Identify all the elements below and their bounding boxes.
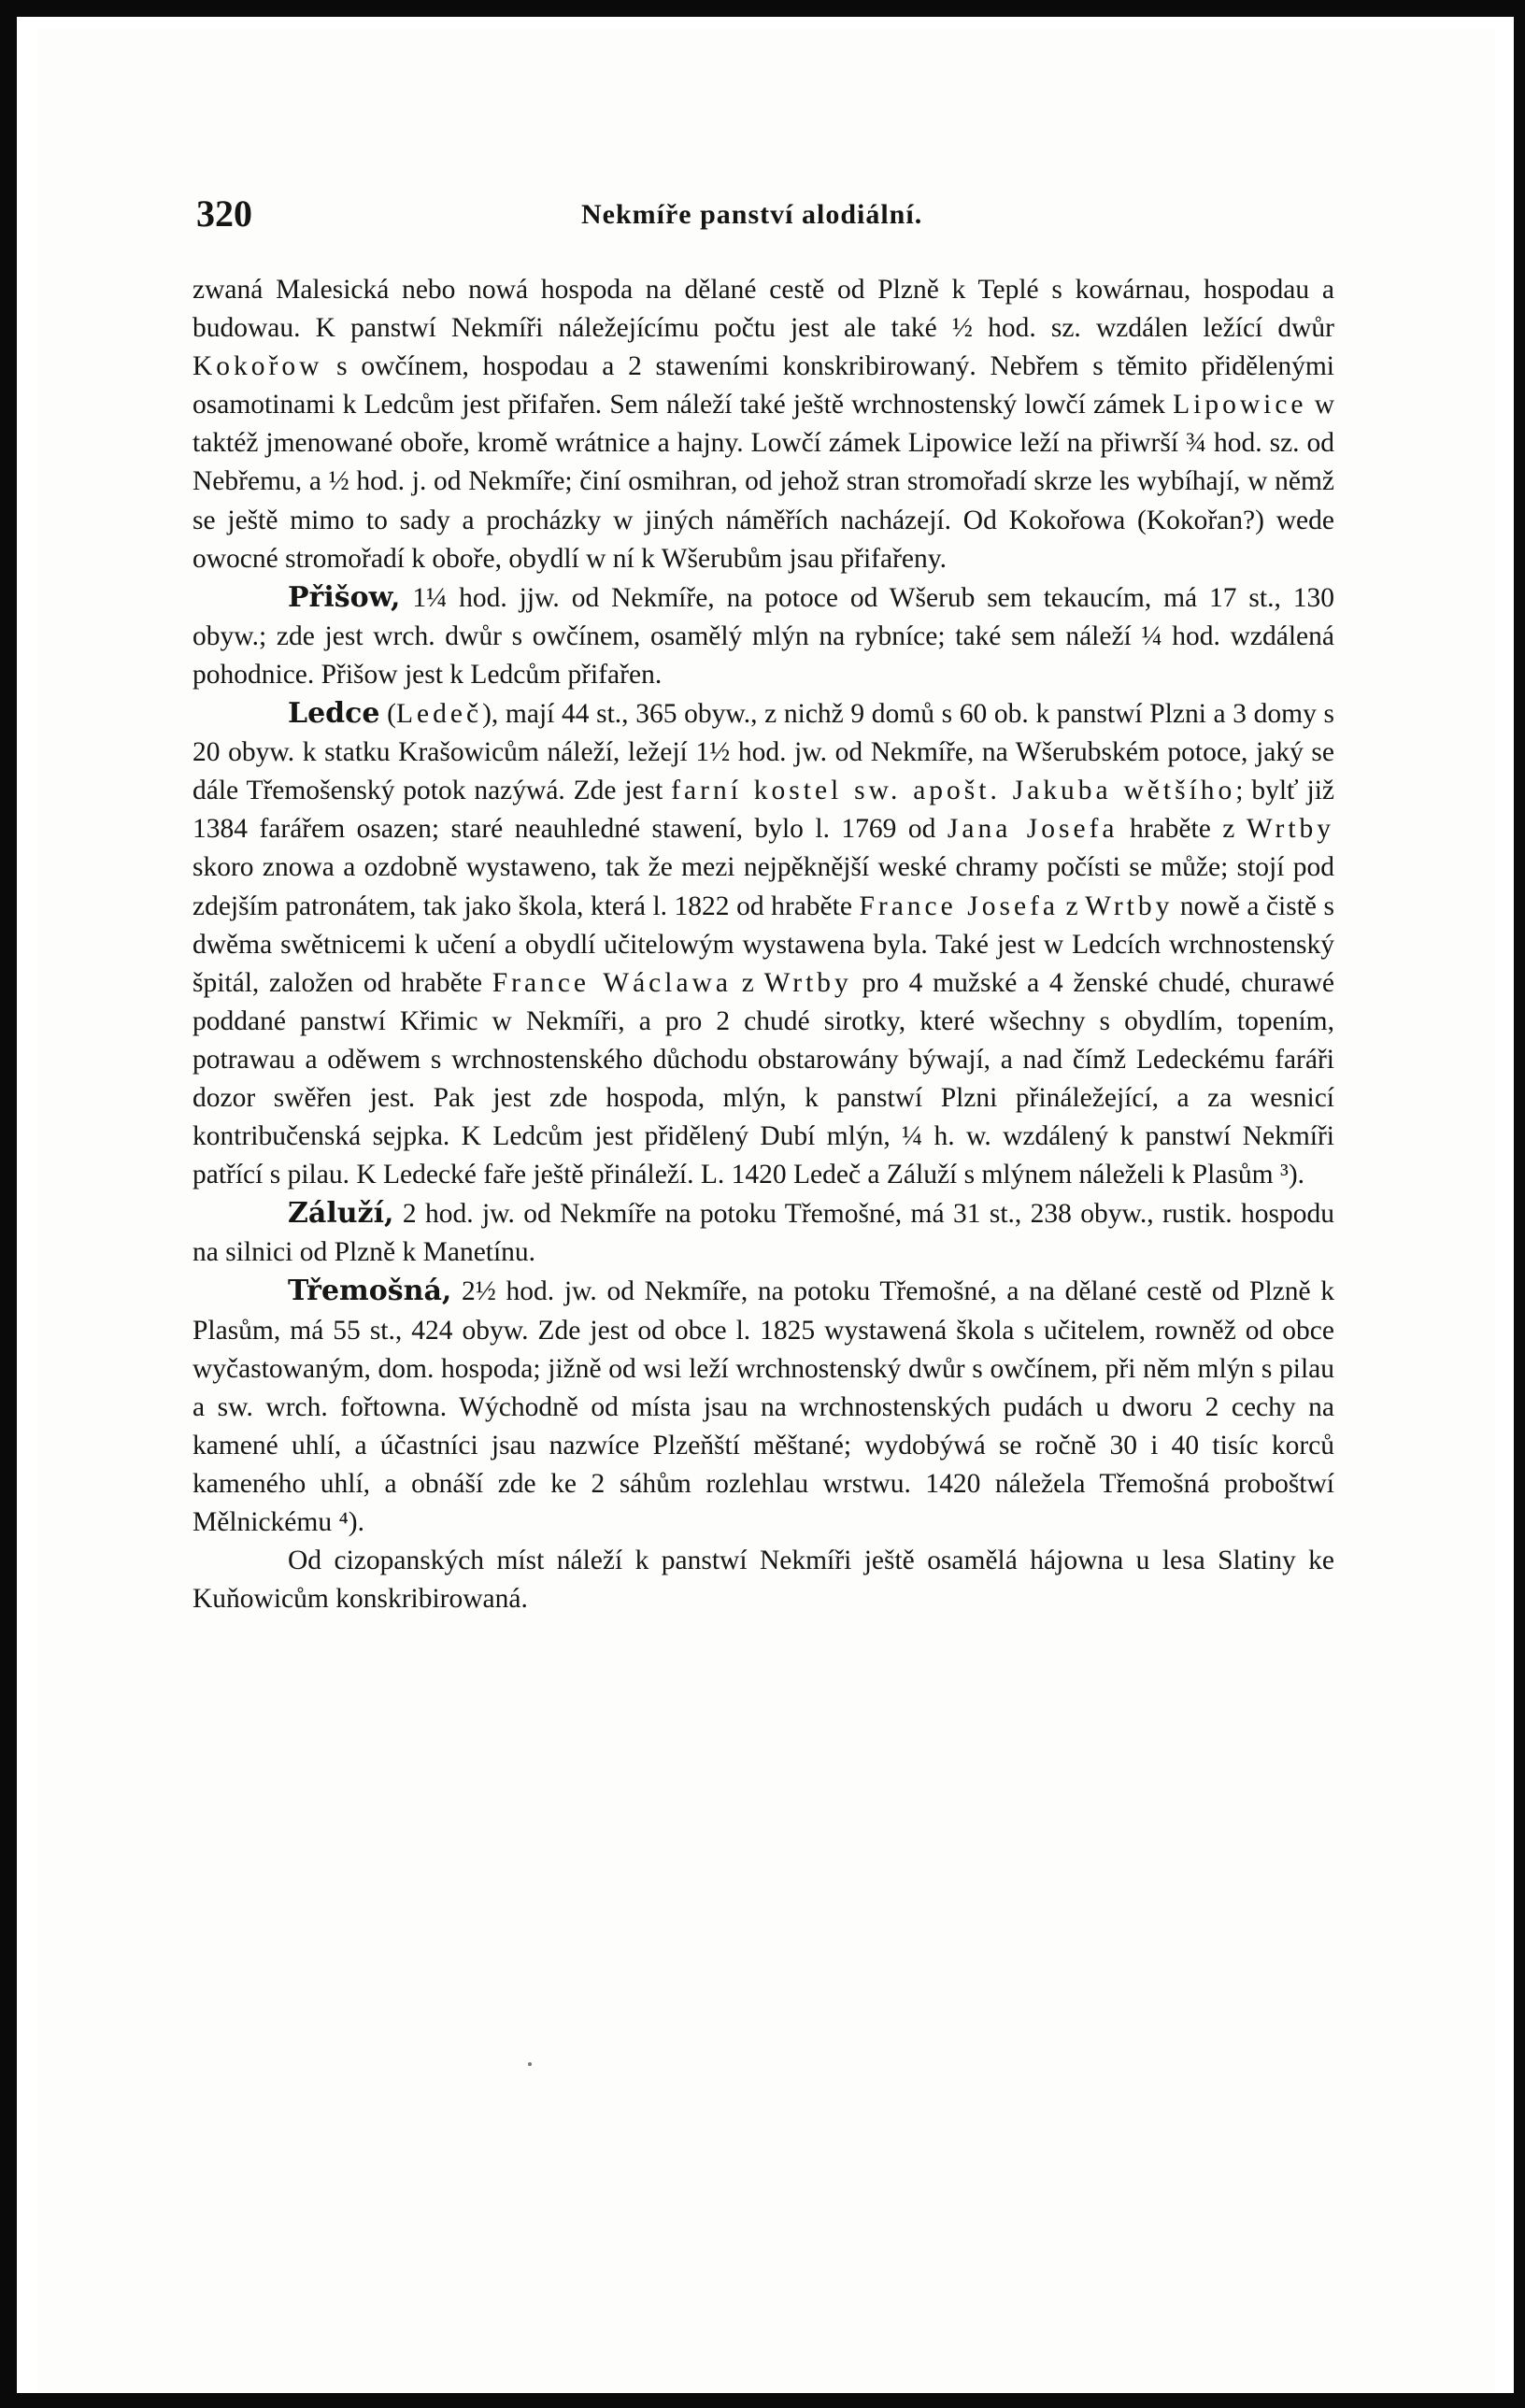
text-run: nowě a čistě s dwěma swětnicemi k učení a obydlí učitelowým wystawena byla. Také jest w Ledcích wrchnostenský špitál, založen od hraběte xyxy=(192,891,1335,998)
paragraph-ledce xyxy=(192,694,1334,1194)
text-run: z xyxy=(1059,891,1086,921)
text-run: skoro znowa a ozdobně wystaweno, tak že mezi nejpěknější weské chramy počísti se může; stojí pod zdejším patronátem, tak jako škola, která l. 1822 od hraběte xyxy=(192,852,1334,921)
text-run: s owčínem, hospodau a 2 staweními konskribirowaný. Nebřem s těmito přidělenými osamotinami k Ledcům jest přifařen. Sem náleží také ještě wrchnostenský lowčí zámek xyxy=(192,351,1334,420)
spaced-name: Wrtby xyxy=(763,967,852,998)
spaced-name: France Wáclawa xyxy=(492,967,732,998)
paragraph-closing xyxy=(192,1542,1334,1618)
text-run: hraběte z xyxy=(1118,814,1247,845)
text-run: ), mají 44 st., 365 obyw., z nichž 9 domů s 60 ob. k panstwí Plzni a 3 domy s 20 obyw. k statku Krašowicům náleží, ležejí 1½ hod. jw. od Nekmíře, na Wšerubském potoce, jaký se dále Třemošenský potok nazýwá. Zde jest xyxy=(192,699,1335,806)
paragraph-tremosna xyxy=(192,1272,1334,1542)
body-text xyxy=(192,271,1334,1618)
text-run: 1¼ hod. jjw. od Nekmíře, na potoce od Wšerub sem tekaucím, má 17 st., 130 obyw.; zde jest wrch. dwůr s owčínem, osamělý mlýn na rybníce; také sem náleží ¼ hod. wzdálená pohodnice. Přišow jest k Ledcům přifařen. xyxy=(192,582,1334,690)
page-number: 320 xyxy=(196,192,252,235)
text-run: 2 hod. jw. od Nekmíře na potoku Třemošné, má 31 st., 238 obyw., rustik. hospodu na silnici od Plzně k Manetínu. xyxy=(192,1199,1334,1268)
spaced-name: Wrtby xyxy=(1085,891,1174,921)
speck-mark xyxy=(528,2062,532,2066)
text-run: z xyxy=(731,967,764,998)
spaced-name: France Josefa xyxy=(859,891,1059,921)
text-run: Od cizopanských míst náleží k panstwí Nekmíři ještě osamělá hájowna u lesa Slatiny ke Kuňowicům konskribirowaná. xyxy=(192,1546,1334,1615)
headword-tremosna: Třemošná, xyxy=(288,1275,452,1308)
headword-prisow: Přišow, xyxy=(288,580,401,614)
paragraph-intro xyxy=(192,271,1334,578)
spaced-name: Lipowice xyxy=(1173,390,1307,420)
spaced-name: Ledeč xyxy=(396,699,483,730)
spaced-name: Kokořow xyxy=(192,351,323,382)
spaced-name: Jana Josefa xyxy=(947,814,1119,845)
spaced-name: Wrtby xyxy=(1246,814,1335,845)
text-run: w taktéž jmenowané oboře, kromě wrátnice a hajny. Lowčí zámek Lipowice leží na přiwrší ¾ hod. sz. od Nebřemu, a ½ hod. j. od Nekmíře; činí osmihran, od jehož stran stromořadí skrze les wybíhají, w němž se ještě mimo to sady a procházky w jiných náměřích nacházejí. Od Kokořowa (Kokořan?) wede owocné stromořadí k oboře, obydlí w ní k Wšerubům jsau přifařeny. xyxy=(192,390,1334,574)
text-run: zwaná Malesická nebo nowá hospoda na dělané cestě od Plzně k Teplé s kowárnau, hospodau a budowau. K panstwí Nekmíři náležejícímu počtu jest ale také ½ hod. sz. wzdálen ležící dwůr xyxy=(192,275,1334,344)
text-run: 2½ hod. jw. od Nekmíře, na potoku Třemošné, a na dělané cestě od Plzně k Plasům, má 55 st., 424 obyw. Zde jest od obce l. 1825 wystawená škola s učitelem, rowněž od obce wyčastowaným, dom. hospoda; jižně od wsi leží wrchnostenský dwůr s owčínem, při něm mlýn s pilau a sw. wrch. fořtowna. Wýchodně od místa jsau na wrchnostenských pudách u dworu 2 cechy na kamené uhlí, a účastníci jsau nazwíce Plzeňští měštané; wydobýwá se ročně 30 i 40 tisíc korců kameného uhlí, a obnáší zde ke 2 sáhům rozlehlau wrstwu. 1420 náležela Třemošná proboštwí Mělnickému ⁴). xyxy=(192,1276,1334,1537)
headword-ledce: Ledce xyxy=(288,697,380,731)
paragraph-prisow xyxy=(192,578,1334,694)
headword-zaluzi: Záluží, xyxy=(288,1197,394,1231)
text-run: ; bylť již 1384 farářem osazen; staré neauhledné stawení, bylo l. 1769 od xyxy=(192,776,1334,845)
paragraph-zaluzi xyxy=(192,1194,1334,1272)
spaced-name: farní kostel sw. apošt. Jakuba wětšího xyxy=(671,776,1236,806)
page-header xyxy=(196,192,1318,244)
text-run: pro 4 mužské a 4 ženské chudé, churawé poddané panstwí Křimic w Nekmíři, a pro 2 chudé sirotky, které wšechny s obydlím, topením, potrawau a oděwem s wrchnostenského důchodu obstarowány býwají, a nad čímž Ledeckému faráři dozor swěřen jest. Pak jest zde hospoda, mlýn, k panstwí Plzni přináležející, a za wesnicí kontribučenská sejpka. K Ledcům jest přidělený Dubí mlýn, ¼ h. w. wzdálený k panstwí Nekmíři patřící s pilau. K Ledecké faře ještě přináleží. L. 1420 Ledeč a Záluží s mlýnem náleželi k Plasům ³). xyxy=(192,967,1334,1190)
text-run: ( xyxy=(379,699,396,730)
running-title: Nekmíře panství alodiální. xyxy=(581,199,923,230)
